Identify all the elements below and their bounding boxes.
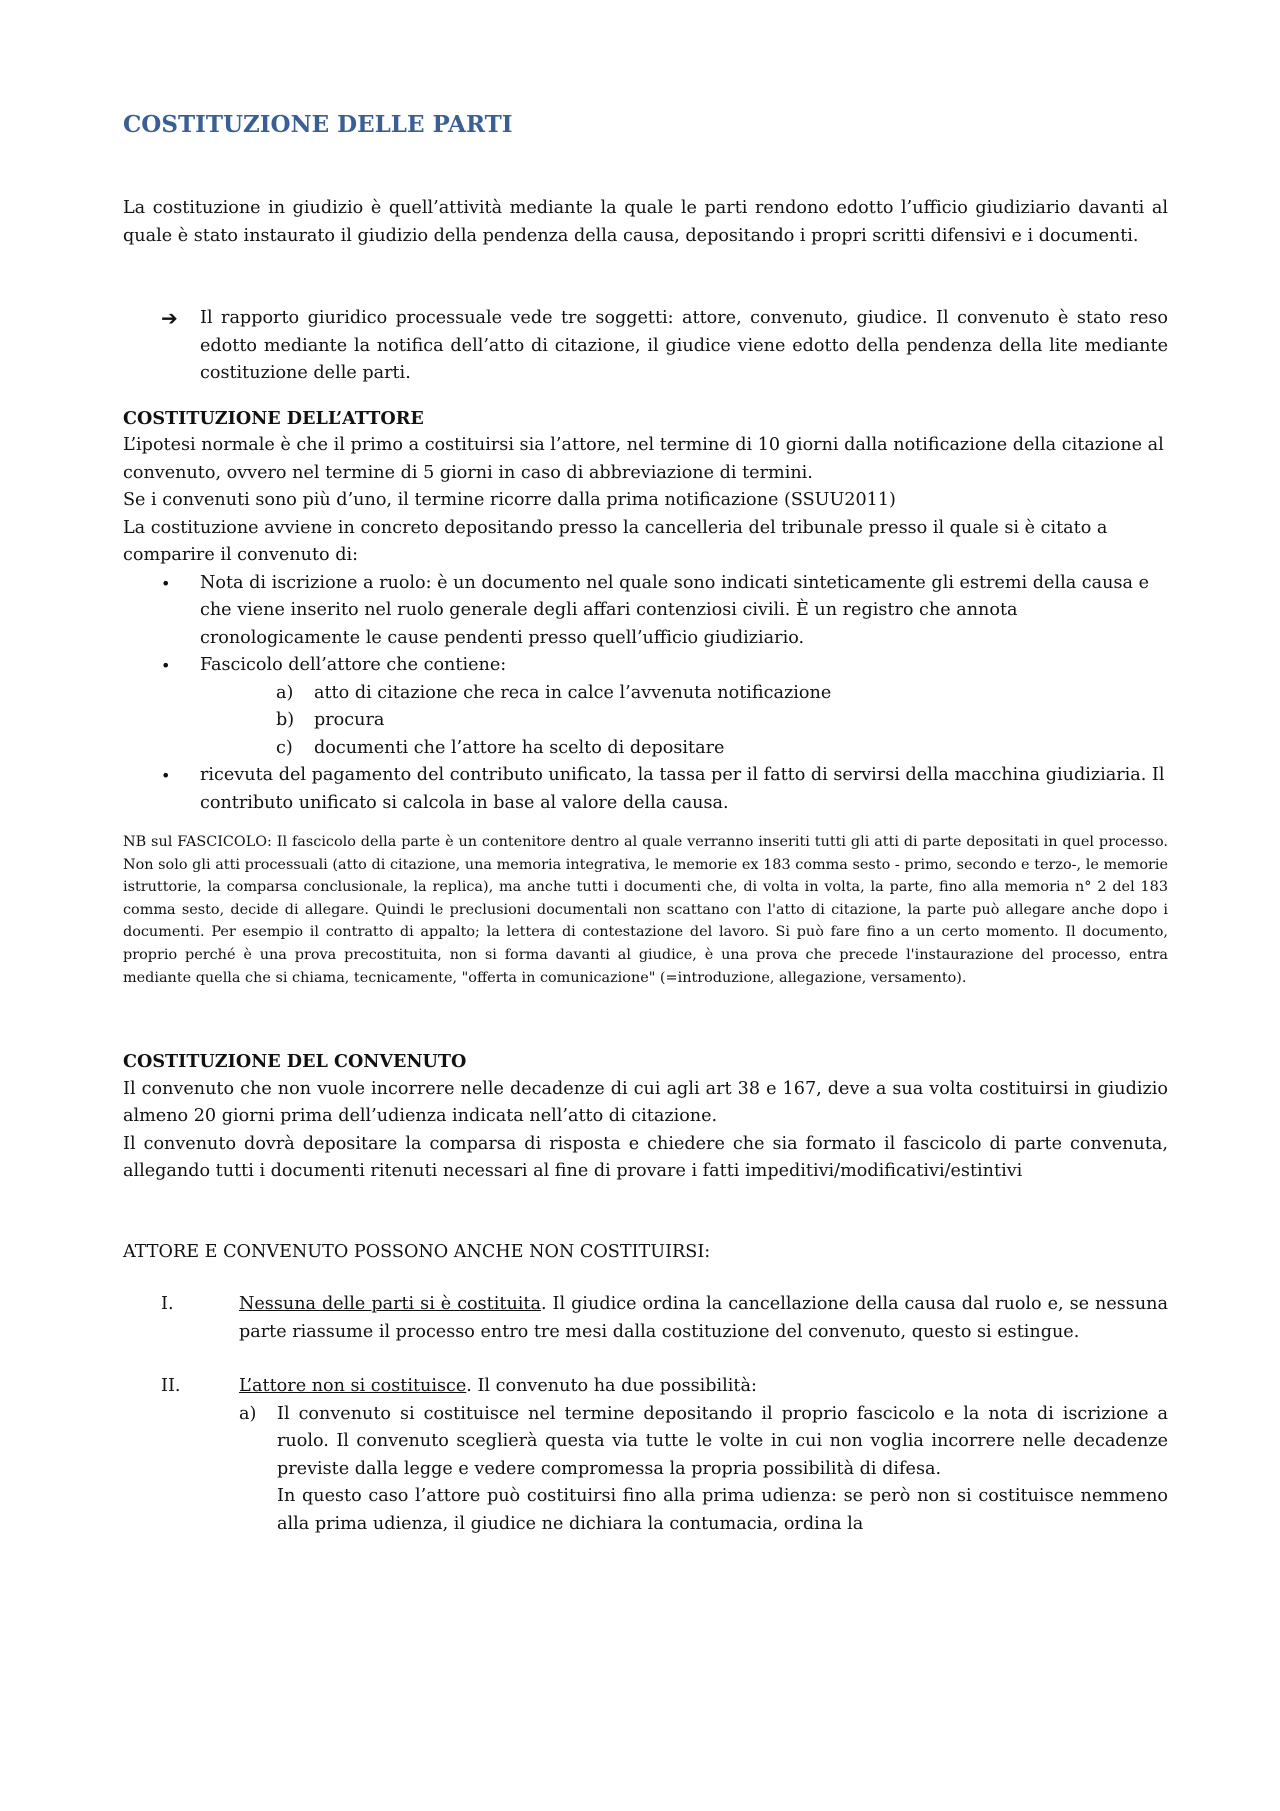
arrow-right-icon: ➔ bbox=[161, 306, 178, 330]
intro-paragraph: La costituzione in giudizio è quell’attività mediante la quale le parti rendono edotto l’ufficio giudiziario davanti al quale è stato instaurato il giudizio della pendenza della causa, depositando i propri scritti difensivi e i documenti. bbox=[123, 198, 1168, 246]
bullet-text: ricevuta del pagamento del contributo unificato, la tassa per il fatto di servirsi della macchina giudiziaria. Il contributo unificato si calcola in base al valore della causa. bbox=[200, 765, 1165, 813]
roman-list-item-2 bbox=[123, 1373, 1168, 1538]
roman-item-text: . Il giudice ordina la cancellazione della causa dal ruolo e, se nessuna parte riassume il processo entro tre mesi dalla costituzione del convenuto, questo si estingue. bbox=[239, 1294, 1168, 1342]
fascicolo-sub-list bbox=[123, 680, 1168, 763]
bullet-text: Nota di iscrizione a ruolo: è un documento nel quale sono indicati sinteticamente gli estremi della causa e che viene inserito nel ruolo generale degli affari contenziosi civili. È un registro che annota cronologicamente le cause pendenti presso quell’ufficio giudiziario. bbox=[200, 572, 1149, 648]
sub-list-item bbox=[123, 735, 1168, 763]
roman-item-lead: L’attore non si costituisce bbox=[239, 1376, 467, 1397]
roman-marker: II. bbox=[161, 1376, 181, 1397]
alpha-marker: a) bbox=[239, 1403, 257, 1424]
roman-list-item-1 bbox=[123, 1291, 1168, 1346]
sub-list-item bbox=[123, 680, 1168, 708]
sub-list-marker: b) bbox=[276, 710, 295, 730]
attore-bullet-list bbox=[123, 570, 1168, 680]
attore-paragraph-3: La costituzione avviene in concreto depositando presso la cancelleria del tribunale presso il quale si è citato a comparire il convenuto di: bbox=[123, 517, 1108, 565]
sub-list-item bbox=[123, 707, 1168, 735]
section-heading-convenuto: COSTITUZIONE DEL CONVENUTO bbox=[123, 1051, 467, 1073]
bullet-icon: • bbox=[161, 766, 171, 785]
alpha-item-text-2: In questo caso l’attore può costituirsi fino alla prima udienza: se però non si costituisce nemmeno alla prima udienza, il giudice ne dichiara la contumacia, ordina la bbox=[277, 1486, 1168, 1534]
section-heading-non-costituzione: ATTORE E CONVENUTO POSSONO ANCHE NON COSTITUIRSI: bbox=[123, 1241, 711, 1262]
bullet-item-nota bbox=[123, 570, 1168, 653]
sub-list-text: procura bbox=[314, 710, 385, 730]
bullet-icon: • bbox=[161, 573, 171, 593]
bullet-text: Fascicolo dell’attore che contiene: bbox=[200, 655, 507, 675]
alpha-item-text: Il convenuto si costituisce nel termine depositando il proprio fascicolo e la nota di iscrizione a ruolo. Il convenuto sceglierà questa via tutte le volte in cui non voglia incorrere nelle decadenze previste dalla legge e vedere compromessa la propria possibilità di difesa. bbox=[277, 1403, 1168, 1479]
bullet-icon: • bbox=[161, 656, 171, 675]
roman-marker: I. bbox=[161, 1294, 174, 1315]
arrow-list-item bbox=[123, 305, 1168, 388]
page-title: COSTITUZIONE DELLE PARTI bbox=[123, 111, 513, 138]
alpha-list-item bbox=[239, 1401, 1168, 1539]
attore-bullet-list-cont bbox=[123, 762, 1168, 817]
bullet-item-fascicolo bbox=[123, 652, 1168, 680]
sub-list-marker: a) bbox=[276, 682, 294, 703]
bullet-item-ricevuta bbox=[123, 762, 1168, 817]
attore-paragraph-2: Se i convenuti sono più d’uno, il termine ricorre dalla prima notificazione (SSUU2011) bbox=[123, 490, 896, 510]
convenuto-paragraph-1: Il convenuto che non vuole incorrere nelle decadenze di cui agli art 38 e 167, deve a sua volta costituirsi in giudizio almeno 20 giorni prima dell’udienza indicata nell’atto di citazione. bbox=[123, 1078, 1168, 1127]
arrow-item-text: Il rapporto giuridico processuale vede tre soggetti: attore, convenuto, giudice. Il convenuto è stato reso edotto mediante la notifica dell’atto di citazione, il giudice viene edotto della pendenza della lite mediante costituzione delle parti. bbox=[200, 308, 1168, 383]
sub-list-text: documenti che l’attore ha scelto di depositare bbox=[314, 737, 725, 758]
sub-list-marker: c) bbox=[276, 737, 293, 758]
sub-list-text: atto di citazione che reca in calce l’avvenuta notificazione bbox=[314, 682, 832, 703]
roman-item-lead: Nessuna delle parti si è costituita bbox=[239, 1294, 541, 1315]
document-page bbox=[123, 110, 1168, 1538]
attore-paragraph-1: L’ipotesi normale è che il primo a costituirsi sia l’attore, nel termine di 10 giorni dalla notificazione della citazione al convenuto, ovvero nel termine di 5 giorni in caso di abbreviazione di termini. bbox=[123, 435, 1164, 483]
roman-item-text: . Il convenuto ha due possibilità: bbox=[466, 1376, 757, 1397]
convenuto-paragraph-2: Il convenuto dovrà depositare la comparsa di risposta e chiedere che sia formato il fascicolo di parte convenuta, allegando tutti i documenti ritenuti necessari al fine di provare i fatti impeditivi/modificativi/estintivi bbox=[123, 1133, 1168, 1182]
section-heading-attore: COSTITUZIONE DELL’ATTORE bbox=[123, 407, 424, 429]
nb-fascicolo-note: NB sul FASCICOLO: Il fascicolo della parte è un contenitore dentro al quale verranno inseriti tutti gli atti di parte depositati in quel processo. Non solo gli atti processuali (atto di citazione, una memoria integrativa, le memorie ex 183 comma sesto - primo, secondo e terzo-, le memorie istruttorie, la comparsa conclusionale, la replica), ma anche tutti i documenti che, di volta in volta, la parte, fino alla memoria n° 2 del 183 comma sesto, decide di allegare. Quindi le preclusioni documentali non scattano con l'atto di citazione, la parte può allegare anche dopo i documenti. Per esempio il contratto di appalto; la lettera di contestazione del lavoro. Si può fare fino a un certo momento. Il documento, proprio perché è una prova precostituita, non si forma davanti al giudice, è una prova che precede l'instaurazione del processo, entra mediante quella che si chiama, tecnicamente, "offerta in comunicazione" (=introduzione, allegazione, versamento). bbox=[123, 834, 1168, 986]
